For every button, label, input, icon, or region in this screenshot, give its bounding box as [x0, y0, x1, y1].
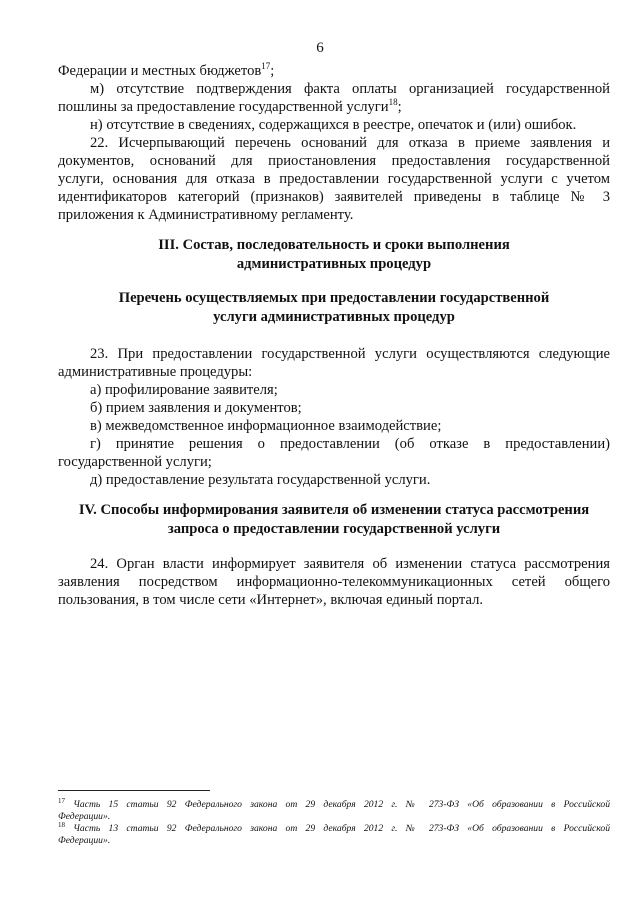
text-fragment: Федерации и местных бюджетов: [58, 63, 262, 79]
heading-line: III. Состав, последовательность и сроки выполнения: [158, 237, 510, 253]
text-line: [58, 62, 610, 80]
text-line: 23. При предоставлении государственной услуги осуществляются следующие: [90, 346, 610, 362]
text-line: заявления посредством информационно-телекоммуникационных сетей общего: [58, 574, 610, 590]
footnotes: [58, 796, 610, 847]
text-line: н) отсутствие в сведениях, содержащихся в реестре, опечаток и (или) ошибок.: [90, 117, 577, 133]
footnote-text: Часть 15 статьи 92 Федерального закона от 29 декабря 2012 г. № 273-ФЗ «Об образовании в Российской: [65, 799, 610, 810]
section-4-heading: [58, 501, 610, 539]
text-line: м) отсутствие подтверждения факта оплаты организацией государственной: [90, 81, 610, 97]
list-item: а) профилирование заявителя;: [90, 382, 278, 398]
footnote-18: [58, 820, 610, 835]
heading-line: Перечень осуществляемых при предоставлении государственной: [118, 290, 550, 306]
text-line: [58, 98, 610, 116]
text-line: 22. Исчерпывающий перечень оснований для отказа в приеме заявления и: [90, 135, 610, 151]
list-item: д) предоставление результата государственной услуги.: [90, 472, 431, 488]
text-line: государственной услуги;: [58, 454, 212, 470]
section-3-heading: [58, 236, 610, 274]
paragraph-24: [58, 555, 610, 609]
footnote-17: [58, 796, 610, 811]
footnote-ref: 18: [388, 97, 398, 108]
footnote-mark: 18: [58, 820, 65, 829]
text-fragment: ;: [397, 99, 402, 115]
page-number: 6: [316, 40, 324, 56]
text-line: документов, оснований для приостановления предоставления государственной: [58, 153, 610, 169]
footnote-text: Часть 13 статьи 92 Федерального закона от 29 декабря 2012 г. № 273-ФЗ «Об образовании в Российской: [65, 823, 610, 834]
paragraph-23: [58, 345, 610, 489]
list-item: г) принятие решения о предоставлении (об отказе в предоставлении): [90, 436, 610, 452]
text-fragment: ;: [270, 63, 275, 79]
heading-line: IV. Способы информирования заявителя об изменении статуса рассмотрения: [78, 502, 590, 518]
text-line: административные процедуры:: [58, 364, 253, 380]
text-line: услуги, основания для отказа в предоставлении государственной услуги с учетом: [58, 171, 610, 187]
footnote-ref: 17: [261, 61, 271, 72]
text-line: приложения к Административному регламенту.: [58, 207, 354, 223]
body-text-top: [58, 62, 610, 224]
heading-line: запроса о предоставлении государственной услуги: [167, 521, 501, 537]
text-line: пользования, в том числе сети «Интернет», включая единый портал.: [58, 592, 484, 608]
text-line: идентификаторов категорий (признаков) заявителей приведены в таблице № 3: [58, 189, 610, 205]
section-3-subheading: [58, 289, 610, 327]
footnote-text: Федерации».: [58, 835, 111, 846]
footnote-text: Федерации».: [58, 811, 111, 822]
text-line: 24. Орган власти информирует заявителя об изменении статуса рассмотрения: [90, 556, 610, 572]
list-item: в) межведомственное информационное взаимодействие;: [90, 418, 442, 434]
footnote-separator: [58, 790, 210, 791]
text-fragment: пошлины за предоставление государственной услуги: [58, 99, 389, 115]
heading-line: услуги административных процедур: [213, 309, 455, 325]
heading-line: административных процедур: [236, 256, 432, 272]
footnote-mark: 17: [58, 796, 65, 805]
list-item: б) прием заявления и документов;: [90, 400, 302, 416]
